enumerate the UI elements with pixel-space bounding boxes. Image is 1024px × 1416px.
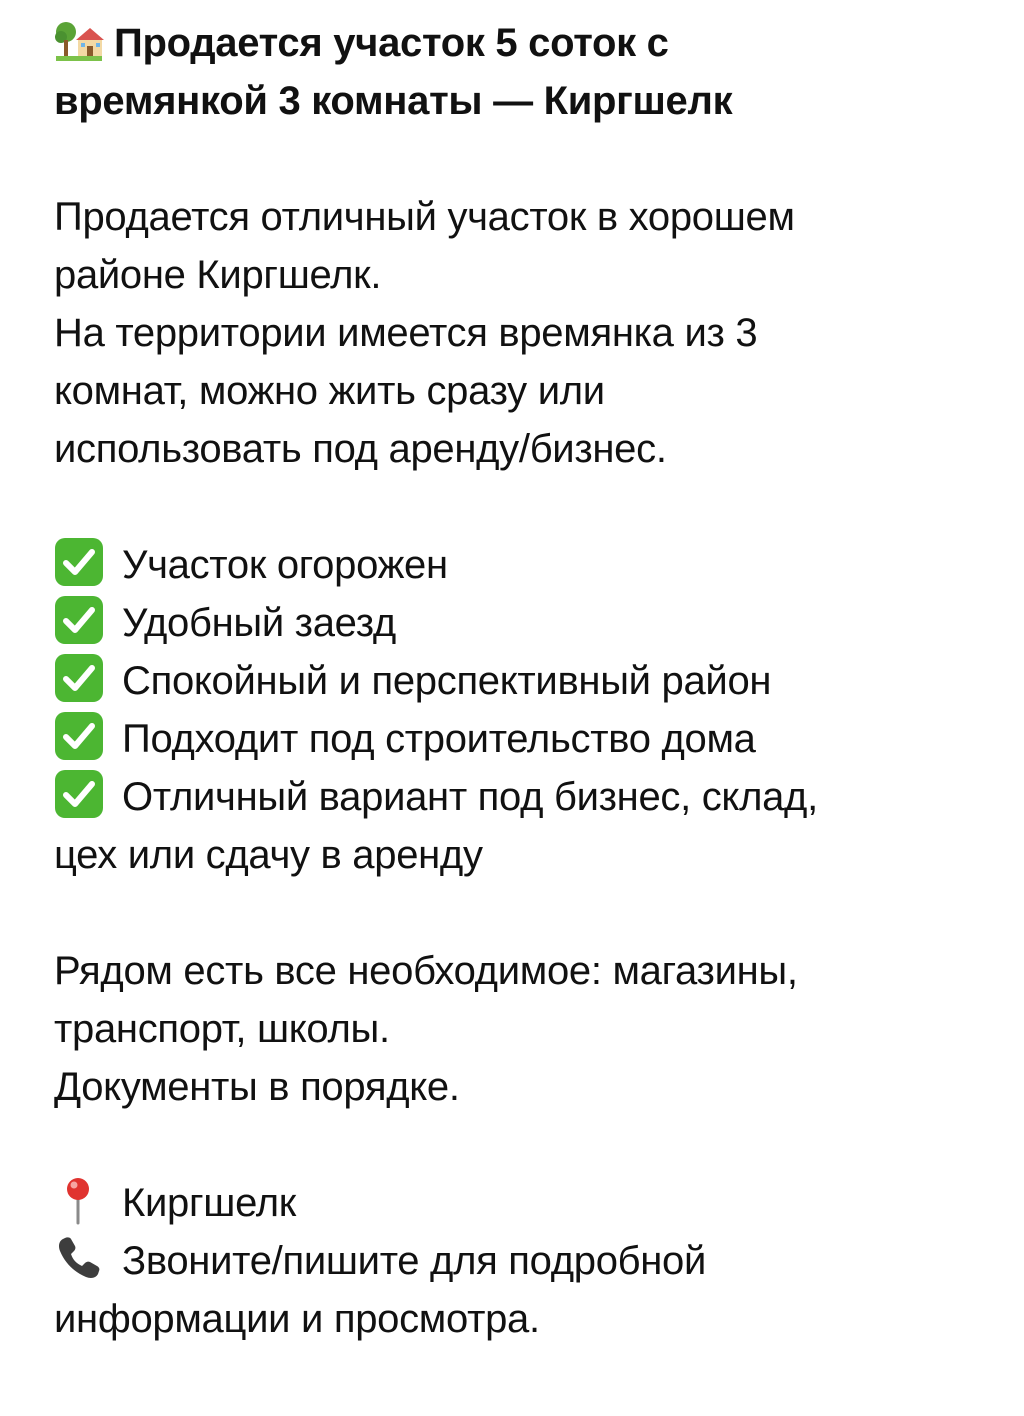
intro-paragraph xyxy=(54,188,974,478)
feature-item xyxy=(54,710,974,768)
title-line-1 xyxy=(54,14,974,72)
nearby-line: Документы в порядке. xyxy=(54,1065,460,1109)
nearby-line: транспорт, школы. xyxy=(54,1007,390,1051)
check-mark-button-icon xyxy=(54,595,104,645)
nearby-line: Рядом есть все необходимое: магазины, xyxy=(54,949,798,993)
feature-label: Участок огорожен xyxy=(122,543,448,587)
feature-continuation: цех или сдачу в аренду xyxy=(54,833,483,877)
check-mark-button-icon xyxy=(54,537,104,587)
call-row xyxy=(54,1232,974,1290)
feature-label: Подходит под строительство дома xyxy=(122,717,756,761)
title-line-2: времянкой 3 комнаты — Киргшелк xyxy=(54,79,733,123)
location-label: Киргшелк xyxy=(122,1181,296,1225)
feature-label: Удобный заезд xyxy=(122,601,396,645)
feature-item xyxy=(54,594,974,652)
intro-line: На территории имеется времянка из 3 xyxy=(54,311,758,355)
feature-item xyxy=(54,536,974,594)
round-pushpin-icon xyxy=(54,1175,104,1225)
listing-post xyxy=(54,14,974,1348)
features-list xyxy=(54,536,974,884)
call-text-2: информации и просмотра. xyxy=(54,1297,540,1341)
contact-section xyxy=(54,1174,974,1348)
intro-line: Продается отличный участок в хорошем xyxy=(54,195,795,239)
house-with-garden-icon xyxy=(54,18,104,62)
feature-item xyxy=(54,768,974,826)
telephone-receiver-icon xyxy=(54,1233,104,1283)
check-mark-button-icon xyxy=(54,653,104,703)
intro-line: использовать под аренду/бизнес. xyxy=(54,427,667,471)
call-text-1: Звоните/пишите для подробной xyxy=(122,1239,707,1283)
feature-item xyxy=(54,652,974,710)
check-mark-button-icon xyxy=(54,711,104,761)
location-row xyxy=(54,1174,974,1232)
intro-line: районе Киргшелк. xyxy=(54,253,382,297)
intro-line: комнат, можно жить сразу или xyxy=(54,369,605,413)
feature-label: Спокойный и перспективный район xyxy=(122,659,772,703)
check-mark-button-icon xyxy=(54,769,104,819)
feature-label: Отличный вариант под бизнес, склад, xyxy=(122,775,818,819)
nearby-paragraph xyxy=(54,942,974,1116)
title-text-1: Продается участок 5 соток с xyxy=(114,21,669,65)
listing-title xyxy=(54,14,974,130)
